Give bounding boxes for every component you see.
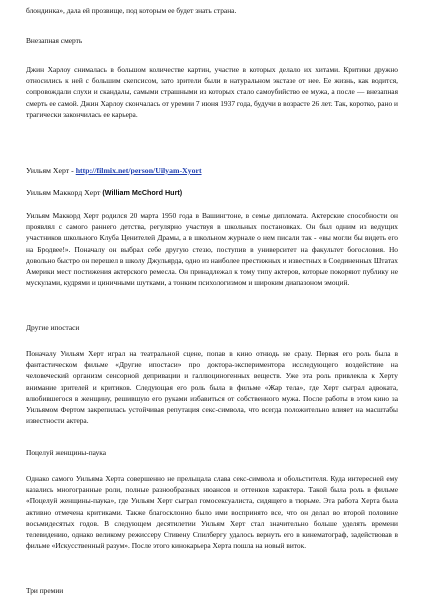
paragraph-early-roles: Поначалу Уильям Херт играл на театральной сцене, попав в кино отнюдь не сразу. Первая его роль была в фантастическом фильме «Другие ипостаси» про доктора-экспериментора исследующего воздействие на человеческий организм сенсорной депривации и галлюциногенных веществ. Уже эта роль привлекла к Херту внимание зрителей и критиков. Следующая его роль была в фильме «Жар тела», где Херт сыграл адвоката, влюбившегося в женщину, решившую его руками избавиться от собственного мужа. После работы в этом кино за Уильямом Фертом закрепилась устойчивая репутация секс-символа, что всегда положительно влияет на масштабы известности актера. — [26, 349, 398, 426]
actor-name-russian: Уильям Маккорд Херт — [26, 188, 101, 197]
actor-name-english: (William McChord Hurt) — [102, 188, 183, 197]
actor-reference-line — [26, 166, 398, 176]
actor-reference-label: Уильям Херт - — [26, 166, 76, 175]
section-heading-other-hypostases: Другие ипостаси — [26, 323, 80, 332]
section-heading-three-awards: Три премии — [26, 586, 64, 595]
paragraph-biography: Уильям Маккорд Херт родился 20 марта 1950 года в Вашингтоне, в семье дипломата. Актерские способности он проявлял с самого раннего детства, регулярно участвуя в школьных постановках. Он был одним из ведущих участников школьного Клуба Ценителей Драмы, а в школьном журнале о нем писали так - «вы могли бы видеть его на Бродвее!». Поначалу он выбрал себе другую стезю, поступив в университет на факультет богословия. Но довольно быстро он перешел в школу Джульярда, одно из наиболее престижных и известных в Соединенных Штатах Америки мест постижения актерского ремесла. Он принадлежал к тому типу актеров, которые покоряют публику не мускулами, кудрями и циничными шутками, а тонким психологизмом и широким диапазоном эмоций. — [26, 211, 398, 288]
section-heading-sudden-death: Внезапная смерть — [26, 36, 83, 45]
section-heading-kiss-of-spider-woman: Поцелуй женщины-паука — [26, 448, 107, 457]
paragraph-intro-tail: блондинка», дала ей прозвище, под которым ее будет знать страна. — [26, 6, 237, 15]
paragraph-harlow-career: Джин Харлоу снималась в большом количестве картин, участие в которых делало их хитами. Критики дружно относились к ней с большим скепсисом, зато зрители были в натуральном экстазе от нее. Ее жизнь, как водится, сопровождали слухи и скандалы, самыми страшными из которых стало самоубийство ее мужа, а после — внезапная смерть ее самой. Джин Харлоу скончалась от уремии 7 июня 1937 года, будучи в возрасте 26 лет. Так, коротко, рано и трагически закончилась ее карьера. — [26, 65, 398, 119]
paragraph-later-career: Однако самого Уильяма Херта совершенно не прельщала слава секс-символа и обольстителя. Куда интересней ему казались многогранные роли, полные разнообразных нюансов и оттенков характера. Такой была роль в фильме «Поцелуй женщины-паука», где Уильям Херт сыграл гомосексуалиста, сидящего в тюрьме. Эта работа Херта была активно отмечена критиками. Также благосклонно было ими воспринято все, что он делал во второй половине восьмидесятых годов. В следующем десятилетии Уильям Херт стал значительно больше уделять времени телевидению, однако великому режиссеру Стивену Спилбергу удалось вернуть его в кинематограф, задействовав в фильме «Искусственный разум». После этого кинокарьера Херта пошла на новый виток. — [26, 474, 398, 551]
actor-full-name — [26, 188, 398, 198]
actor-profile-link[interactable]: http://filmix.net/person/Uilyam-Xyort — [75, 166, 202, 175]
